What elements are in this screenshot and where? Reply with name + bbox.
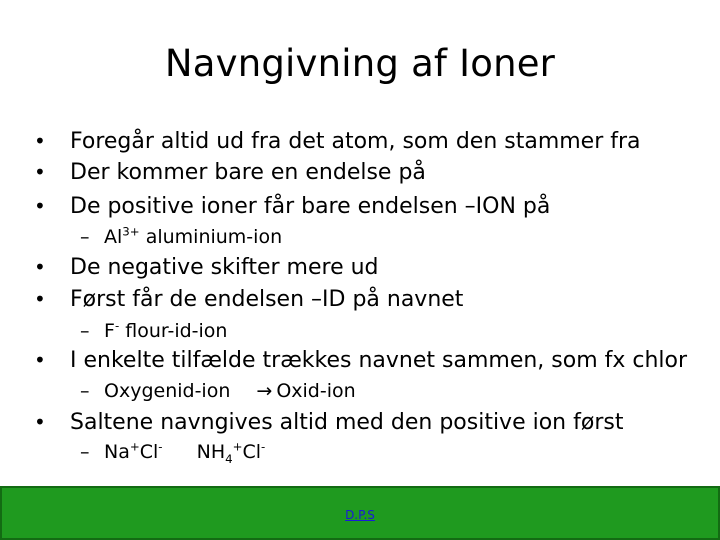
arrow-right-icon: → — [256, 380, 273, 402]
sub-bullet-item — [80, 320, 227, 342]
ion-charge: 3+ — [122, 224, 140, 239]
bullet-text: De negative skifter mere ud — [70, 255, 379, 280]
bullet-item — [34, 255, 379, 280]
ion-name-short: Oxid-ion — [276, 380, 356, 402]
ion-name: flour-id-ion — [125, 320, 228, 342]
bullet-item — [34, 160, 426, 185]
bullet-text: Foregår altid ud fra det atom, som den stammer fra — [70, 129, 641, 154]
dash-marker: – — [80, 380, 90, 402]
bullet-text: I enkelte tilfælde trækkes navnet sammen, som fx chlor — [70, 348, 688, 373]
dash-marker: – — [80, 320, 90, 342]
bullet-marker: • — [34, 255, 46, 279]
formula-nh4cl: $NH_4^+Cl^-$ — [196, 439, 266, 466]
ion-name: aluminium-ion — [145, 226, 283, 248]
bullet-text: Der kommer bare en endelse på — [70, 160, 426, 185]
bullet-marker: • — [34, 287, 46, 311]
bullet-marker: • — [34, 348, 46, 372]
bullet-item — [34, 194, 550, 219]
bullet-marker: • — [34, 410, 46, 434]
footer-link[interactable]: D.P.S — [345, 508, 375, 522]
sub-bullet-item — [80, 226, 282, 248]
ion-symbol: F — [104, 320, 115, 342]
slide-title: Navngivning af Ioner — [164, 42, 556, 85]
sub-bullet-item — [80, 439, 266, 466]
bullet-item — [34, 287, 463, 312]
ion-symbol: Al — [104, 226, 123, 248]
bullet-marker: • — [34, 129, 46, 153]
bullet-marker: • — [34, 160, 46, 184]
dash-marker: – — [80, 226, 90, 248]
formula-nacl: Na+Cl- — [104, 439, 163, 463]
bullet-item — [34, 129, 641, 154]
bullet-text: Saltene navngives altid med den positive ion først — [70, 410, 624, 435]
ion-name-long: Oxygenid-ion — [104, 380, 231, 402]
footer-bar — [0, 486, 720, 540]
bullet-item — [34, 410, 623, 435]
bullet-marker: • — [34, 194, 46, 218]
bullet-text: Først får de endelsen –ID på navnet — [70, 287, 464, 312]
ion-charge: - — [114, 318, 120, 333]
bullet-text: De positive ioner får bare endelsen –ION på — [70, 194, 551, 219]
dash-marker: – — [80, 441, 90, 463]
sub-bullet-item — [80, 380, 356, 402]
bullet-item — [34, 348, 687, 373]
